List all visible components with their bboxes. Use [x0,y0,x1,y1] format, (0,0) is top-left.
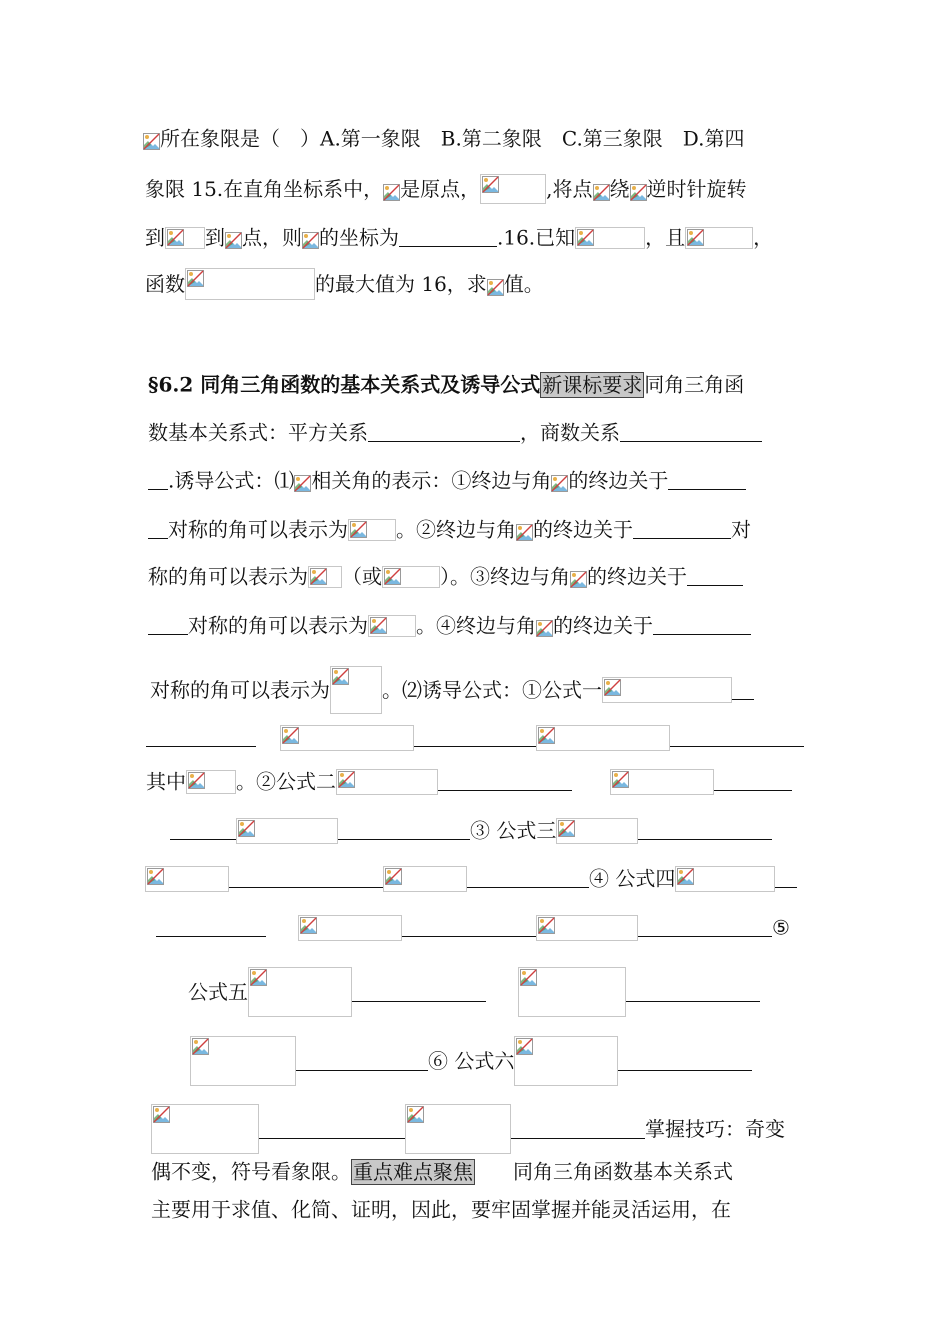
answer-blank [714,770,792,791]
text-segment: 点，则 [242,225,302,250]
image-placeholder [348,519,396,541]
answer-blank [148,469,168,490]
answer-blank [146,726,256,747]
image-placeholder [308,566,342,588]
image-placeholder [575,227,645,249]
image-placeholder [514,1036,618,1086]
image-placeholder [236,818,338,844]
broken-image-icon [143,130,160,147]
answer-blank [618,1050,752,1071]
image-placeholder [518,967,626,1017]
broken-image-icon [187,270,204,287]
broken-image-icon [147,868,164,885]
text-segment: 对称的角可以表示为 [168,517,348,542]
broken-image-icon [677,868,694,885]
broken-image-icon [482,176,499,193]
broken-image-icon [332,668,349,685]
text-line [148,562,743,588]
broken-image-icon [551,472,568,489]
text-line [145,268,544,294]
image-placeholder [151,1104,259,1154]
text-segment: 的终边关于 [533,517,633,542]
text-line [151,1157,733,1183]
text-segment: 公式五 [188,980,248,1004]
answer-blank [668,469,746,490]
broken-image-icon [407,1106,424,1123]
answer-blank [626,981,760,1002]
text-line [148,370,744,396]
text-line [145,864,797,890]
broken-image-icon [536,617,553,634]
answer-blank [511,1118,645,1139]
answer-blank [638,819,772,840]
text-segment: 所在象限是（ ）A.第一象限 B.第二象限 C.第三象限 D.第四 [160,126,745,151]
text-line [146,723,804,749]
broken-image-icon [487,276,504,293]
image-placeholder [248,967,352,1017]
text-segment: 主要用于求值、化简、证明，因此，要牢固掌握并能灵活运用，在 [151,1197,731,1222]
text-segment: 。②公式二 [236,769,336,794]
text-line [190,1036,752,1073]
image-placeholder [336,769,438,795]
answer-blank [633,518,731,539]
broken-image-icon [153,1106,170,1123]
text-segment: 。⑵诱导公式：①公式一 [382,678,602,702]
text-line [146,767,792,793]
broken-image-icon [294,472,311,489]
text-segment: ，商数关系 [520,420,620,445]
text-line [188,967,760,1004]
text-segment: 。④终边与角 [416,613,536,638]
text-line [151,1195,731,1221]
answer-blank [467,867,589,888]
text-segment: 对 [731,517,751,542]
text-segment: ⑥ 公式六 [428,1049,515,1073]
answer-blank [402,916,536,937]
text-line [145,223,773,249]
answer-blank [620,421,762,442]
text-segment: ③ 公式三 [470,818,557,843]
answer-blank [670,726,804,747]
text-segment: 同角三角函 [644,372,745,397]
text-segment: 相关角的表示：①终边与角 [311,468,552,493]
answer-blank [638,916,772,937]
answer-blank [775,867,797,888]
text-line [151,1104,785,1141]
text-segment: 对称的角可以表示为 [150,678,330,702]
broken-image-icon [385,868,402,885]
text-segment: 绕 [609,177,630,201]
image-placeholder [280,725,414,751]
image-placeholder [368,615,416,637]
text-line [148,611,751,637]
image-placeholder [383,866,467,892]
text-segment: .诱导公式：⑴ [168,468,295,493]
broken-image-icon [538,727,555,744]
image-placeholder [165,227,205,249]
answer-blank [368,421,520,442]
image-placeholder [330,666,382,714]
image-placeholder [145,866,229,892]
text-line [148,515,751,541]
answer-blank [259,1118,405,1139]
text-segment: 其中 [146,769,186,794]
image-placeholder [675,866,775,892]
broken-image-icon [687,229,704,246]
text-segment: 偶不变，符号看象限。 [151,1159,351,1184]
answer-blank [438,770,572,791]
answer-blank [414,726,536,747]
broken-image-icon [250,969,267,986]
text-segment: 掌握技巧：奇变 [645,1117,785,1141]
text-line [170,816,772,842]
text-segment: 函数 [145,272,185,296]
text-segment: 逆时针旋转 [646,177,747,201]
text-segment: 到 [145,225,165,250]
broken-image-icon [225,229,242,246]
broken-image-icon [370,617,387,634]
text-segment: 的最大值为 16，求 [315,272,487,296]
answer-blank [296,1050,428,1071]
text-segment: 值。 [503,272,544,296]
image-placeholder [298,915,402,941]
image-placeholder [190,1036,296,1086]
text-line [156,913,790,939]
broken-image-icon [310,568,327,585]
broken-image-icon [520,969,537,986]
answer-blank [170,819,236,840]
broken-image-icon [238,820,255,837]
broken-image-icon [350,521,367,538]
image-placeholder [186,770,236,794]
text-segment: 的终边关于 [568,468,669,493]
answer-blank [687,565,743,586]
text-segment: 称的角可以表示为 [148,564,308,589]
text-segment: ④ 公式四 [589,866,676,891]
broken-image-icon [167,229,184,246]
text-segment: 的坐标为 [319,225,399,250]
answer-blank [653,614,751,635]
broken-image-icon [558,820,575,837]
text-segment: 同角三角函数基本关系式 [513,1159,733,1184]
text-line [148,418,762,444]
broken-image-icon [282,727,299,744]
text-line [150,666,754,702]
text-segment: ⑤ [772,915,790,940]
text-segment: ,将点 [546,177,593,201]
text-segment: ）。③终边与角 [440,564,570,589]
section-title: §6.2 同角三角函数的基本关系式及诱导公式 [148,372,541,397]
text-line [148,466,746,492]
text-segment: 数基本关系式：平方关系 [148,420,368,445]
image-placeholder [185,268,315,300]
broken-image-icon [604,679,621,696]
image-placeholder [480,174,546,204]
image-placeholder [602,677,732,703]
broken-image-icon [570,568,587,585]
text-segment: .16.已知 [497,225,576,250]
text-line [145,174,747,200]
broken-image-icon [516,521,533,538]
broken-image-icon [338,771,355,788]
broken-image-icon [383,181,400,198]
broken-image-icon [384,568,401,585]
section-tag: 重点难点聚焦 [353,1159,473,1184]
text-segment: 到 [205,225,225,250]
image-placeholder [685,227,753,249]
text-segment: （或 [342,564,382,589]
answer-blank [352,981,486,1002]
answer-blank [399,226,497,247]
broken-image-icon [612,771,629,788]
answer-blank [156,916,266,937]
image-placeholder [610,769,714,795]
text-line [143,124,744,150]
image-placeholder [382,566,440,588]
broken-image-icon [188,772,205,789]
answer-blank [229,867,383,888]
broken-image-icon [577,229,594,246]
broken-image-icon [192,1038,209,1055]
text-segment: 的终边关于 [553,613,653,638]
image-placeholder [536,915,638,941]
text-segment: 象限 15.在直角坐标系中， [145,177,384,201]
broken-image-icon [630,181,647,198]
broken-image-icon [516,1038,533,1055]
text-segment: 的终边关于 [587,564,687,589]
answer-blank [338,819,470,840]
answer-blank [732,679,754,700]
image-placeholder [405,1104,511,1154]
answer-blank [148,614,188,635]
image-placeholder [536,725,670,751]
broken-image-icon [300,917,317,934]
text-segment: 对称的角可以表示为 [188,613,368,638]
broken-image-icon [302,229,319,246]
section-tag: 新课标要求 [542,372,643,397]
text-segment: 。②终边与角 [396,517,516,542]
broken-image-icon [593,181,610,198]
text-segment: ，且 [645,225,686,250]
answer-blank [148,518,168,539]
text-segment: 是原点， [400,177,481,201]
text-segment: ， [753,225,774,250]
broken-image-icon [538,917,555,934]
image-placeholder [556,818,638,844]
